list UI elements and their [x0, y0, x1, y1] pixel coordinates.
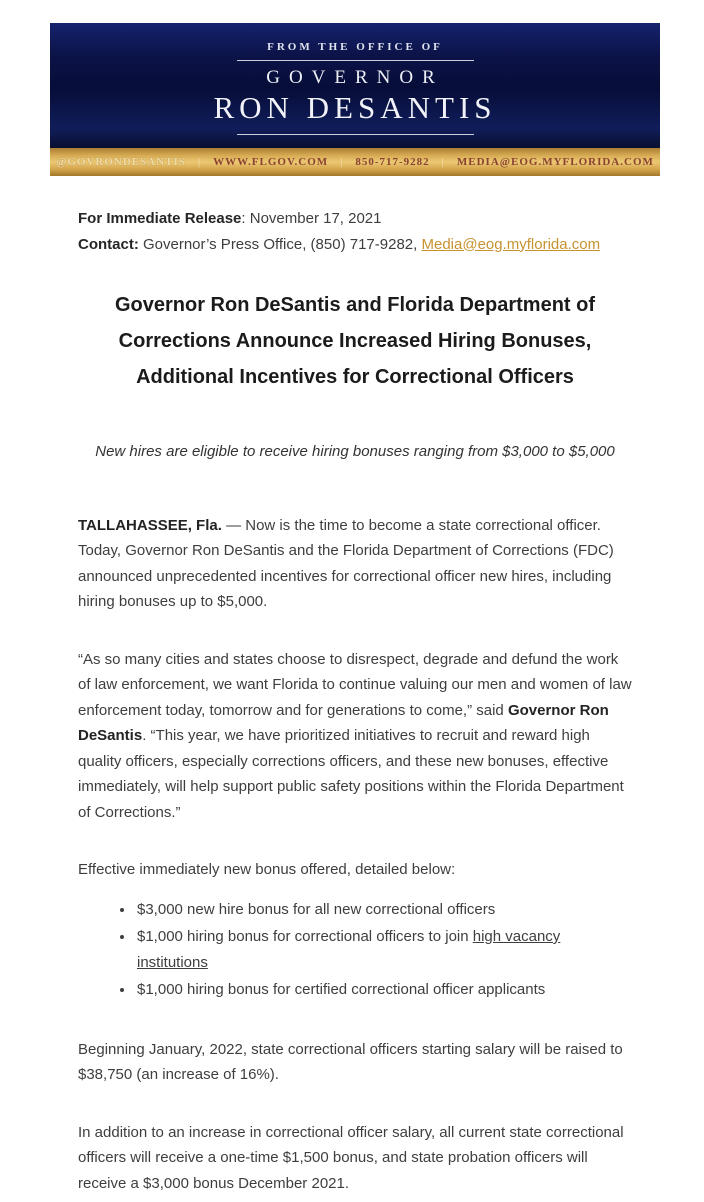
high-vacancy-institutions-link[interactable]: high vacancy institutions — [137, 928, 561, 971]
banner-eyebrow: FROM THE OFFICE OF — [267, 41, 443, 53]
release-date-line — [78, 206, 632, 232]
contact-email-link[interactable]: Media@eog.myflorida.com — [421, 235, 601, 253]
release-date: : November 17, 2021 — [241, 210, 382, 227]
contact-info: Governor’s Press Office, (850) 717-9282, — [138, 235, 422, 253]
release-label: For Immediate Release — [78, 210, 242, 227]
gold-contact-bar — [50, 148, 660, 176]
banner-title-governor: GOVERNOR — [266, 67, 444, 88]
banner-social-handle: @GOVRONDESANTIS — [56, 156, 186, 168]
banner-phone: 850-717-9282 — [355, 156, 430, 168]
dateline: TALLAHASSEE, Fla. — [78, 516, 222, 534]
contact-line — [78, 232, 632, 258]
quote-speaker: Governor Ron DeSantis — [78, 701, 609, 744]
headline: Governor Ron DeSantis and Florida Department of Corrections Announce Increased Hiring Bonuses, Additional Incentives for Correctional Officers — [114, 294, 596, 388]
contact-label: Contact: — [78, 235, 139, 253]
salary-paragraph: Beginning January, 2022, state correctional officers starting salary will be raised to $38,750 (an increase of 16%). — [78, 1040, 623, 1083]
banner-website: WWW.FLGOV.COM — [213, 156, 329, 168]
bonus-list-intro: Effective immediately new bonus offered, detailed below: — [78, 861, 456, 878]
addition-paragraph: In addition to an increase in correctional officer salary, all current state correctional officers will receive a one-time $1,500 bonus, and state probation officers will receive a $3,000 bonus December 2021. — [78, 1123, 624, 1192]
list-item: • $3,000 new hire bonus for all new correctional officers — [135, 897, 632, 923]
banner-email: MEDIA@EOG.MYFLORIDA.COM — [456, 156, 654, 168]
press-release-body — [50, 176, 660, 1196]
gold-bar-separator: | — [340, 156, 344, 168]
banner-top-rule — [237, 60, 474, 61]
press-release-email — [50, 23, 660, 1196]
office-banner — [50, 23, 660, 148]
release-meta — [78, 206, 632, 257]
gold-bar-separator: | — [441, 156, 445, 168]
banner-title-name: RON DESANTIS — [213, 90, 497, 125]
bonus-list — [78, 897, 632, 1003]
banner-bottom-rule — [237, 134, 474, 135]
gold-bar-separator: | — [197, 156, 202, 168]
list-item: • $1,000 hiring bonus for correctional officers to join high vacancy institutions — [135, 924, 632, 975]
subtitle: New hires are eligible to receive hiring bonuses ranging from $3,000 to $5,000 — [95, 443, 615, 460]
quote-paragraph: “As so many cities and states choose to disrespect, degrade and defund the work of law enforcement, we want Florida to continue valuing our men and women of law enforcement today, tomorrow and for generations to come,” said Governor Ron DeSantis. “This year, we have prioritized initiatives to recruit and reward high quality officers, especially corrections officers, and these new bonuses, effective immediately, will help support public safety positions within the Florida Department of Corrections.” — [78, 650, 632, 821]
lead-paragraph: TALLAHASSEE, Fla. — Now is the time to become a state correctional officer. Today, Governor Ron DeSantis and the Florida Department of Corrections (FDC) announced unprecedented incentives for correctional officer new hires, including hiring bonuses up to $5,000. — [78, 516, 614, 610]
list-item: • $1,000 hiring bonus for certified correctional officer applicants — [135, 977, 632, 1003]
